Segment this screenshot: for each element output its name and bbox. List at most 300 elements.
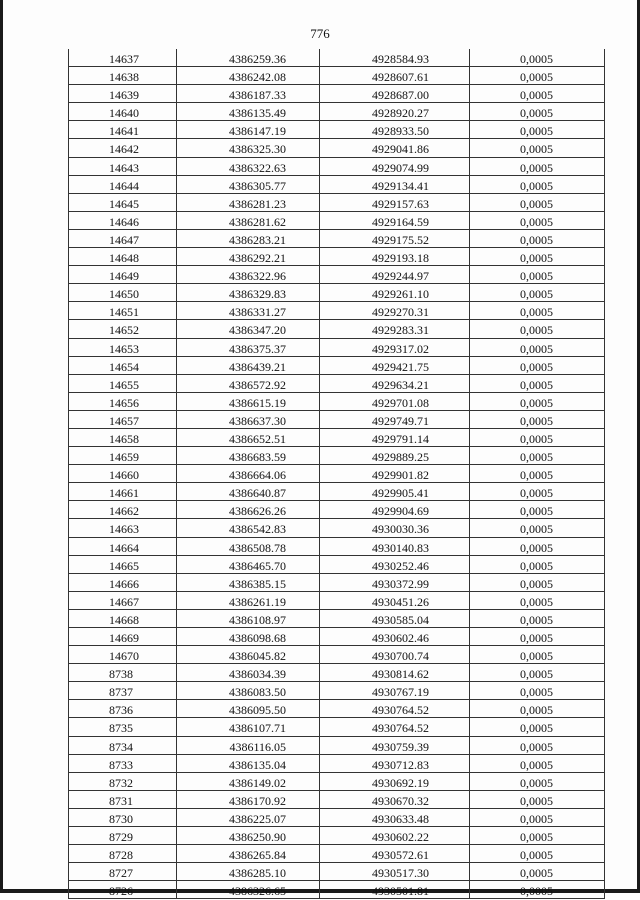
point-id-cell: [68, 67, 176, 84]
y-coordinate-cell-text: 4930633.48: [372, 811, 429, 826]
point-id-cell: [68, 357, 176, 374]
point-id-cell-text: 8728: [109, 848, 133, 863]
table-row: [68, 465, 605, 483]
point-id-cell-text: 14647: [109, 232, 139, 247]
y-coordinate-cell: [319, 791, 469, 808]
coordinates-table: [68, 49, 605, 899]
point-id-cell: [68, 538, 176, 555]
tolerance-cell: [469, 176, 605, 193]
x-coordinate-cell: [176, 610, 319, 627]
x-coordinate-cell: [176, 320, 319, 337]
table-row: [68, 538, 605, 556]
x-coordinate-cell: [176, 556, 319, 573]
point-id-cell-text: 14668: [109, 612, 139, 627]
point-id-cell: [68, 610, 176, 627]
point-id-cell-text: 14638: [109, 70, 139, 85]
table-row: [68, 592, 605, 610]
y-coordinate-cell-text: 4930572.61: [372, 848, 429, 863]
x-coordinate-cell: [176, 809, 319, 826]
table-row: [68, 755, 605, 773]
point-id-cell-text: 8732: [109, 775, 133, 790]
point-id-cell-text: 14666: [109, 576, 139, 591]
y-coordinate-cell-text: 4929175.52: [372, 232, 429, 247]
tolerance-cell-text: 0,0005: [520, 142, 553, 157]
tolerance-cell-text: 0,0005: [520, 431, 553, 446]
y-coordinate-cell-text: 4930252.46: [372, 558, 429, 573]
table-row: [68, 809, 605, 827]
point-id-cell: [68, 375, 176, 392]
x-coordinate-cell-text: 4386385.15: [229, 576, 286, 591]
x-coordinate-cell-text: 4386626.26: [229, 504, 286, 519]
y-coordinate-cell-text: 4929041.86: [372, 142, 429, 157]
y-coordinate-cell: [319, 682, 469, 699]
tolerance-cell: [469, 284, 605, 301]
point-id-cell-text: 14658: [109, 431, 139, 446]
y-coordinate-cell-text: 4930451.26: [372, 594, 429, 609]
y-coordinate-cell: [319, 519, 469, 536]
tolerance-cell: [469, 483, 605, 500]
x-coordinate-cell-text: 4386292.21: [229, 251, 286, 266]
point-id-cell: [68, 139, 176, 156]
tolerance-cell: [469, 827, 605, 844]
tolerance-cell: [469, 85, 605, 102]
tolerance-cell: [469, 393, 605, 410]
tolerance-cell-text: 0,0005: [520, 576, 553, 591]
x-coordinate-cell: [176, 592, 319, 609]
y-coordinate-cell: [319, 411, 469, 428]
y-coordinate-cell-text: 4930700.74: [372, 649, 429, 664]
point-id-cell: [68, 755, 176, 772]
point-id-cell-text: 14637: [109, 52, 139, 66]
x-coordinate-cell: [176, 447, 319, 464]
y-coordinate-cell: [319, 375, 469, 392]
x-coordinate-cell: [176, 302, 319, 319]
point-id-cell-text: 14660: [109, 468, 139, 483]
tolerance-cell: [469, 339, 605, 356]
y-coordinate-cell: [319, 592, 469, 609]
x-coordinate-cell: [176, 266, 319, 283]
point-id-cell: [68, 827, 176, 844]
tolerance-cell-text: 0,0005: [520, 305, 553, 320]
point-id-cell-text: 14655: [109, 377, 139, 392]
tolerance-cell: [469, 809, 605, 826]
tolerance-cell: [469, 248, 605, 265]
tolerance-cell: [469, 718, 605, 735]
y-coordinate-cell-text: 4929283.31: [372, 323, 429, 338]
y-coordinate-cell: [319, 664, 469, 681]
tolerance-cell-text: 0,0005: [520, 287, 553, 302]
y-coordinate-cell-text: 4930767.19: [372, 685, 429, 700]
point-id-cell: [68, 194, 176, 211]
table-row: [68, 610, 605, 628]
x-coordinate-cell-text: 4386615.19: [229, 395, 286, 410]
y-coordinate-cell-text: 4929270.31: [372, 305, 429, 320]
point-id-cell-text: 8727: [109, 866, 133, 881]
x-coordinate-cell-text: 4386508.78: [229, 540, 286, 555]
point-id-cell-text: 14652: [109, 323, 139, 338]
point-id-cell-text: 8738: [109, 667, 133, 682]
tolerance-cell: [469, 49, 605, 66]
y-coordinate-cell: [319, 755, 469, 772]
y-coordinate-cell-text: 4930602.22: [372, 830, 429, 845]
table-row: [68, 411, 605, 429]
point-id-cell-text: 8735: [109, 721, 133, 736]
tolerance-cell-text: 0,0005: [520, 341, 553, 356]
tolerance-cell-text: 0,0005: [520, 359, 553, 374]
x-coordinate-cell-text: 4386259.36: [229, 52, 286, 66]
table-row: [68, 845, 605, 863]
tolerance-cell-text: 0,0005: [520, 232, 553, 247]
point-id-cell-text: 14649: [109, 269, 139, 284]
x-coordinate-cell-text: 4386135.04: [229, 757, 286, 772]
table-row: [68, 103, 605, 121]
tolerance-cell-text: 0,0005: [520, 558, 553, 573]
x-coordinate-cell: [176, 483, 319, 500]
x-coordinate-cell: [176, 230, 319, 247]
y-coordinate-cell: [319, 158, 469, 175]
y-coordinate-cell-text: 4930670.32: [372, 793, 429, 808]
y-coordinate-cell: [319, 465, 469, 482]
tolerance-cell: [469, 121, 605, 138]
table-row: [68, 49, 605, 67]
tolerance-cell: [469, 320, 605, 337]
y-coordinate-cell-text: 4929749.71: [372, 413, 429, 428]
point-id-cell-text: 8734: [109, 739, 133, 754]
tolerance-cell: [469, 863, 605, 880]
y-coordinate-cell: [319, 103, 469, 120]
x-coordinate-cell-text: 4386285.10: [229, 866, 286, 881]
y-coordinate-cell-text: 4929634.21: [372, 377, 429, 392]
point-id-cell: [68, 881, 176, 898]
tolerance-cell: [469, 664, 605, 681]
x-coordinate-cell-text: 4386652.51: [229, 431, 286, 446]
tolerance-cell: [469, 556, 605, 573]
tolerance-cell-text: 0,0005: [520, 486, 553, 501]
point-id-cell-text: 14642: [109, 142, 139, 157]
point-id-cell: [68, 121, 176, 138]
point-id-cell-text: 14664: [109, 540, 139, 555]
scan-border-left: [0, 0, 3, 893]
x-coordinate-cell-text: 4386149.02: [229, 775, 286, 790]
tolerance-cell-text: 0,0005: [520, 703, 553, 718]
table-row: [68, 519, 605, 537]
y-coordinate-cell: [319, 357, 469, 374]
point-id-cell: [68, 628, 176, 645]
tolerance-cell: [469, 230, 605, 247]
tolerance-cell: [469, 447, 605, 464]
tolerance-cell: [469, 773, 605, 790]
table-row: [68, 67, 605, 85]
x-coordinate-cell: [176, 393, 319, 410]
point-id-cell-text: 14650: [109, 287, 139, 302]
tolerance-cell: [469, 519, 605, 536]
tolerance-cell: [469, 592, 605, 609]
point-id-cell: [68, 700, 176, 717]
point-id-cell-text: 14670: [109, 649, 139, 664]
tolerance-cell: [469, 411, 605, 428]
point-id-cell-text: 14653: [109, 341, 139, 356]
x-coordinate-cell: [176, 375, 319, 392]
y-coordinate-cell-text: 4930712.83: [372, 757, 429, 772]
table-row: [68, 827, 605, 845]
x-coordinate-cell-text: 4386375.37: [229, 341, 286, 356]
point-id-cell-text: 14662: [109, 504, 139, 519]
table-row: [68, 357, 605, 375]
x-coordinate-cell-text: 4386107.71: [229, 721, 286, 736]
y-coordinate-cell: [319, 737, 469, 754]
x-coordinate-cell: [176, 85, 319, 102]
table-row: [68, 628, 605, 646]
y-coordinate-cell: [319, 194, 469, 211]
x-coordinate-cell: [176, 284, 319, 301]
y-coordinate-cell: [319, 248, 469, 265]
y-coordinate-cell-text: 4930501.81: [372, 884, 429, 899]
y-coordinate-cell-text: 4928584.93: [372, 52, 429, 66]
x-coordinate-cell-text: 4386347.20: [229, 323, 286, 338]
table-row: [68, 375, 605, 393]
y-coordinate-cell: [319, 574, 469, 591]
x-coordinate-cell: [176, 103, 319, 120]
x-coordinate-cell: [176, 49, 319, 66]
x-coordinate-cell: [176, 194, 319, 211]
x-coordinate-cell-text: 4386322.96: [229, 269, 286, 284]
point-id-cell: [68, 212, 176, 229]
y-coordinate-cell: [319, 483, 469, 500]
x-coordinate-cell-text: 4386135.49: [229, 106, 286, 121]
point-id-cell: [68, 519, 176, 536]
point-id-cell: [68, 411, 176, 428]
y-coordinate-cell: [319, 718, 469, 735]
y-coordinate-cell-text: 4929164.59: [372, 214, 429, 229]
tolerance-cell-text: 0,0005: [520, 866, 553, 881]
y-coordinate-cell: [319, 284, 469, 301]
x-coordinate-cell-text: 4386225.07: [229, 811, 286, 826]
table-row: [68, 139, 605, 157]
y-coordinate-cell-text: 4930517.30: [372, 866, 429, 881]
x-coordinate-cell: [176, 176, 319, 193]
x-coordinate-cell-text: 4386331.27: [229, 305, 286, 320]
y-coordinate-cell-text: 4928920.27: [372, 106, 429, 121]
point-id-cell-text: 14661: [109, 486, 139, 501]
tolerance-cell-text: 0,0005: [520, 775, 553, 790]
x-coordinate-cell: [176, 718, 319, 735]
point-id-cell: [68, 447, 176, 464]
tolerance-cell: [469, 465, 605, 482]
y-coordinate-cell-text: 4930602.46: [372, 631, 429, 645]
tolerance-cell-text: 0,0005: [520, 214, 553, 229]
point-id-cell-text: 14659: [109, 450, 139, 465]
table-row: [68, 700, 605, 718]
y-coordinate-cell-text: 4929261.10: [372, 287, 429, 302]
x-coordinate-cell: [176, 737, 319, 754]
tolerance-cell: [469, 302, 605, 319]
y-coordinate-cell: [319, 809, 469, 826]
y-coordinate-cell: [319, 863, 469, 880]
y-coordinate-cell: [319, 139, 469, 156]
table-row: [68, 212, 605, 230]
x-coordinate-cell-text: 4386283.21: [229, 232, 286, 247]
tolerance-cell: [469, 610, 605, 627]
y-coordinate-cell: [319, 447, 469, 464]
x-coordinate-cell-text: 4386281.23: [229, 196, 286, 211]
point-id-cell: [68, 339, 176, 356]
x-coordinate-cell: [176, 429, 319, 446]
tolerance-cell-text: 0,0005: [520, 124, 553, 139]
y-coordinate-cell: [319, 538, 469, 555]
y-coordinate-cell-text: 4930692.19: [372, 775, 429, 790]
x-coordinate-cell-text: 4386095.50: [229, 703, 286, 718]
x-coordinate-cell: [176, 755, 319, 772]
x-coordinate-cell-text: 4386542.83: [229, 522, 286, 537]
x-coordinate-cell-text: 4386045.82: [229, 649, 286, 664]
point-id-cell: [68, 592, 176, 609]
x-coordinate-cell-text: 4386326.65: [229, 884, 286, 899]
point-id-cell-text: 14643: [109, 160, 139, 175]
y-coordinate-cell-text: 4929421.75: [372, 359, 429, 374]
point-id-cell-text: 14645: [109, 196, 139, 211]
point-id-cell-text: 14669: [109, 631, 139, 645]
x-coordinate-cell-text: 4386083.50: [229, 685, 286, 700]
x-coordinate-cell-text: 4386465.70: [229, 558, 286, 573]
y-coordinate-cell-text: 4930372.99: [372, 576, 429, 591]
tolerance-cell-text: 0,0005: [520, 178, 553, 193]
table-row: [68, 682, 605, 700]
y-coordinate-cell: [319, 121, 469, 138]
y-coordinate-cell-text: 4929701.08: [372, 395, 429, 410]
tolerance-cell: [469, 375, 605, 392]
point-id-cell-text: 14656: [109, 395, 139, 410]
table-row: [68, 266, 605, 284]
point-id-cell: [68, 863, 176, 880]
x-coordinate-cell-text: 4386242.08: [229, 70, 286, 85]
tolerance-cell: [469, 881, 605, 898]
x-coordinate-cell-text: 4386683.59: [229, 450, 286, 465]
y-coordinate-cell-text: 4929134.41: [372, 178, 429, 193]
y-coordinate-cell: [319, 393, 469, 410]
y-coordinate-cell: [319, 881, 469, 898]
y-coordinate-cell: [319, 646, 469, 663]
point-id-cell: [68, 773, 176, 790]
table-row: [68, 863, 605, 881]
tolerance-cell: [469, 845, 605, 862]
point-id-cell: [68, 556, 176, 573]
y-coordinate-cell: [319, 827, 469, 844]
x-coordinate-cell-text: 4386329.83: [229, 287, 286, 302]
y-coordinate-cell: [319, 67, 469, 84]
x-coordinate-cell-text: 4386170.92: [229, 793, 286, 808]
y-coordinate-cell-text: 4928687.00: [372, 88, 429, 103]
tolerance-cell: [469, 139, 605, 156]
tolerance-cell-text: 0,0005: [520, 757, 553, 772]
x-coordinate-cell-text: 4386108.97: [229, 612, 286, 627]
x-coordinate-cell-text: 4386640.87: [229, 486, 286, 501]
tolerance-cell-text: 0,0005: [520, 830, 553, 845]
point-id-cell-text: 8733: [109, 757, 133, 772]
table-row: [68, 339, 605, 357]
tolerance-cell: [469, 755, 605, 772]
tolerance-cell-text: 0,0005: [520, 522, 553, 537]
table-row: [68, 121, 605, 139]
y-coordinate-cell-text: 4930759.39: [372, 739, 429, 754]
point-id-cell: [68, 393, 176, 410]
table-row: [68, 881, 605, 899]
tolerance-cell: [469, 357, 605, 374]
x-coordinate-cell: [176, 411, 319, 428]
x-coordinate-cell-text: 4386265.84: [229, 848, 286, 863]
x-coordinate-cell-text: 4386098.68: [229, 631, 286, 645]
y-coordinate-cell-text: 4929791.14: [372, 431, 429, 446]
y-coordinate-cell: [319, 85, 469, 102]
y-coordinate-cell: [319, 212, 469, 229]
y-coordinate-cell-text: 4929905.41: [372, 486, 429, 501]
x-coordinate-cell: [176, 700, 319, 717]
y-coordinate-cell: [319, 320, 469, 337]
tolerance-cell-text: 0,0005: [520, 667, 553, 682]
point-id-cell-text: 14667: [109, 594, 139, 609]
y-coordinate-cell-text: 4930764.52: [372, 721, 429, 736]
y-coordinate-cell-text: 4928933.50: [372, 124, 429, 139]
y-coordinate-cell-text: 4929074.99: [372, 160, 429, 175]
point-id-cell: [68, 429, 176, 446]
tolerance-cell: [469, 737, 605, 754]
table-row: [68, 176, 605, 194]
x-coordinate-cell-text: 4386147.19: [229, 124, 286, 139]
x-coordinate-cell: [176, 574, 319, 591]
table-row: [68, 447, 605, 465]
y-coordinate-cell-text: 4929904.69: [372, 504, 429, 519]
y-coordinate-cell: [319, 700, 469, 717]
point-id-cell-text: 14651: [109, 305, 139, 320]
x-coordinate-cell: [176, 628, 319, 645]
x-coordinate-cell: [176, 773, 319, 790]
x-coordinate-cell-text: 4386439.21: [229, 359, 286, 374]
y-coordinate-cell-text: 4930814.62: [372, 667, 429, 682]
table-row: [68, 791, 605, 809]
x-coordinate-cell: [176, 827, 319, 844]
tolerance-cell-text: 0,0005: [520, 251, 553, 266]
point-id-cell-text: 8729: [109, 830, 133, 845]
x-coordinate-cell: [176, 863, 319, 880]
tolerance-cell-text: 0,0005: [520, 269, 553, 284]
point-id-cell-text: 8736: [109, 703, 133, 718]
point-id-cell-text: 14646: [109, 214, 139, 229]
x-coordinate-cell: [176, 212, 319, 229]
tolerance-cell: [469, 628, 605, 645]
table-row: [68, 230, 605, 248]
tolerance-cell-text: 0,0005: [520, 450, 553, 465]
table-row: [68, 556, 605, 574]
point-id-cell: [68, 320, 176, 337]
tolerance-cell: [469, 574, 605, 591]
point-id-cell: [68, 682, 176, 699]
x-coordinate-cell-text: 4386261.19: [229, 594, 286, 609]
point-id-cell: [68, 465, 176, 482]
tolerance-cell: [469, 646, 605, 663]
point-id-cell: [68, 646, 176, 663]
x-coordinate-cell: [176, 465, 319, 482]
y-coordinate-cell-text: 4929157.63: [372, 196, 429, 211]
tolerance-cell-text: 0,0005: [520, 52, 553, 66]
tolerance-cell-text: 0,0005: [520, 612, 553, 627]
point-id-cell: [68, 266, 176, 283]
x-coordinate-cell: [176, 339, 319, 356]
tolerance-cell-text: 0,0005: [520, 88, 553, 103]
tolerance-cell: [469, 538, 605, 555]
tolerance-cell-text: 0,0005: [520, 395, 553, 410]
point-id-cell-text: 14657: [109, 413, 139, 428]
tolerance-cell: [469, 158, 605, 175]
tolerance-cell-text: 0,0005: [520, 848, 553, 863]
